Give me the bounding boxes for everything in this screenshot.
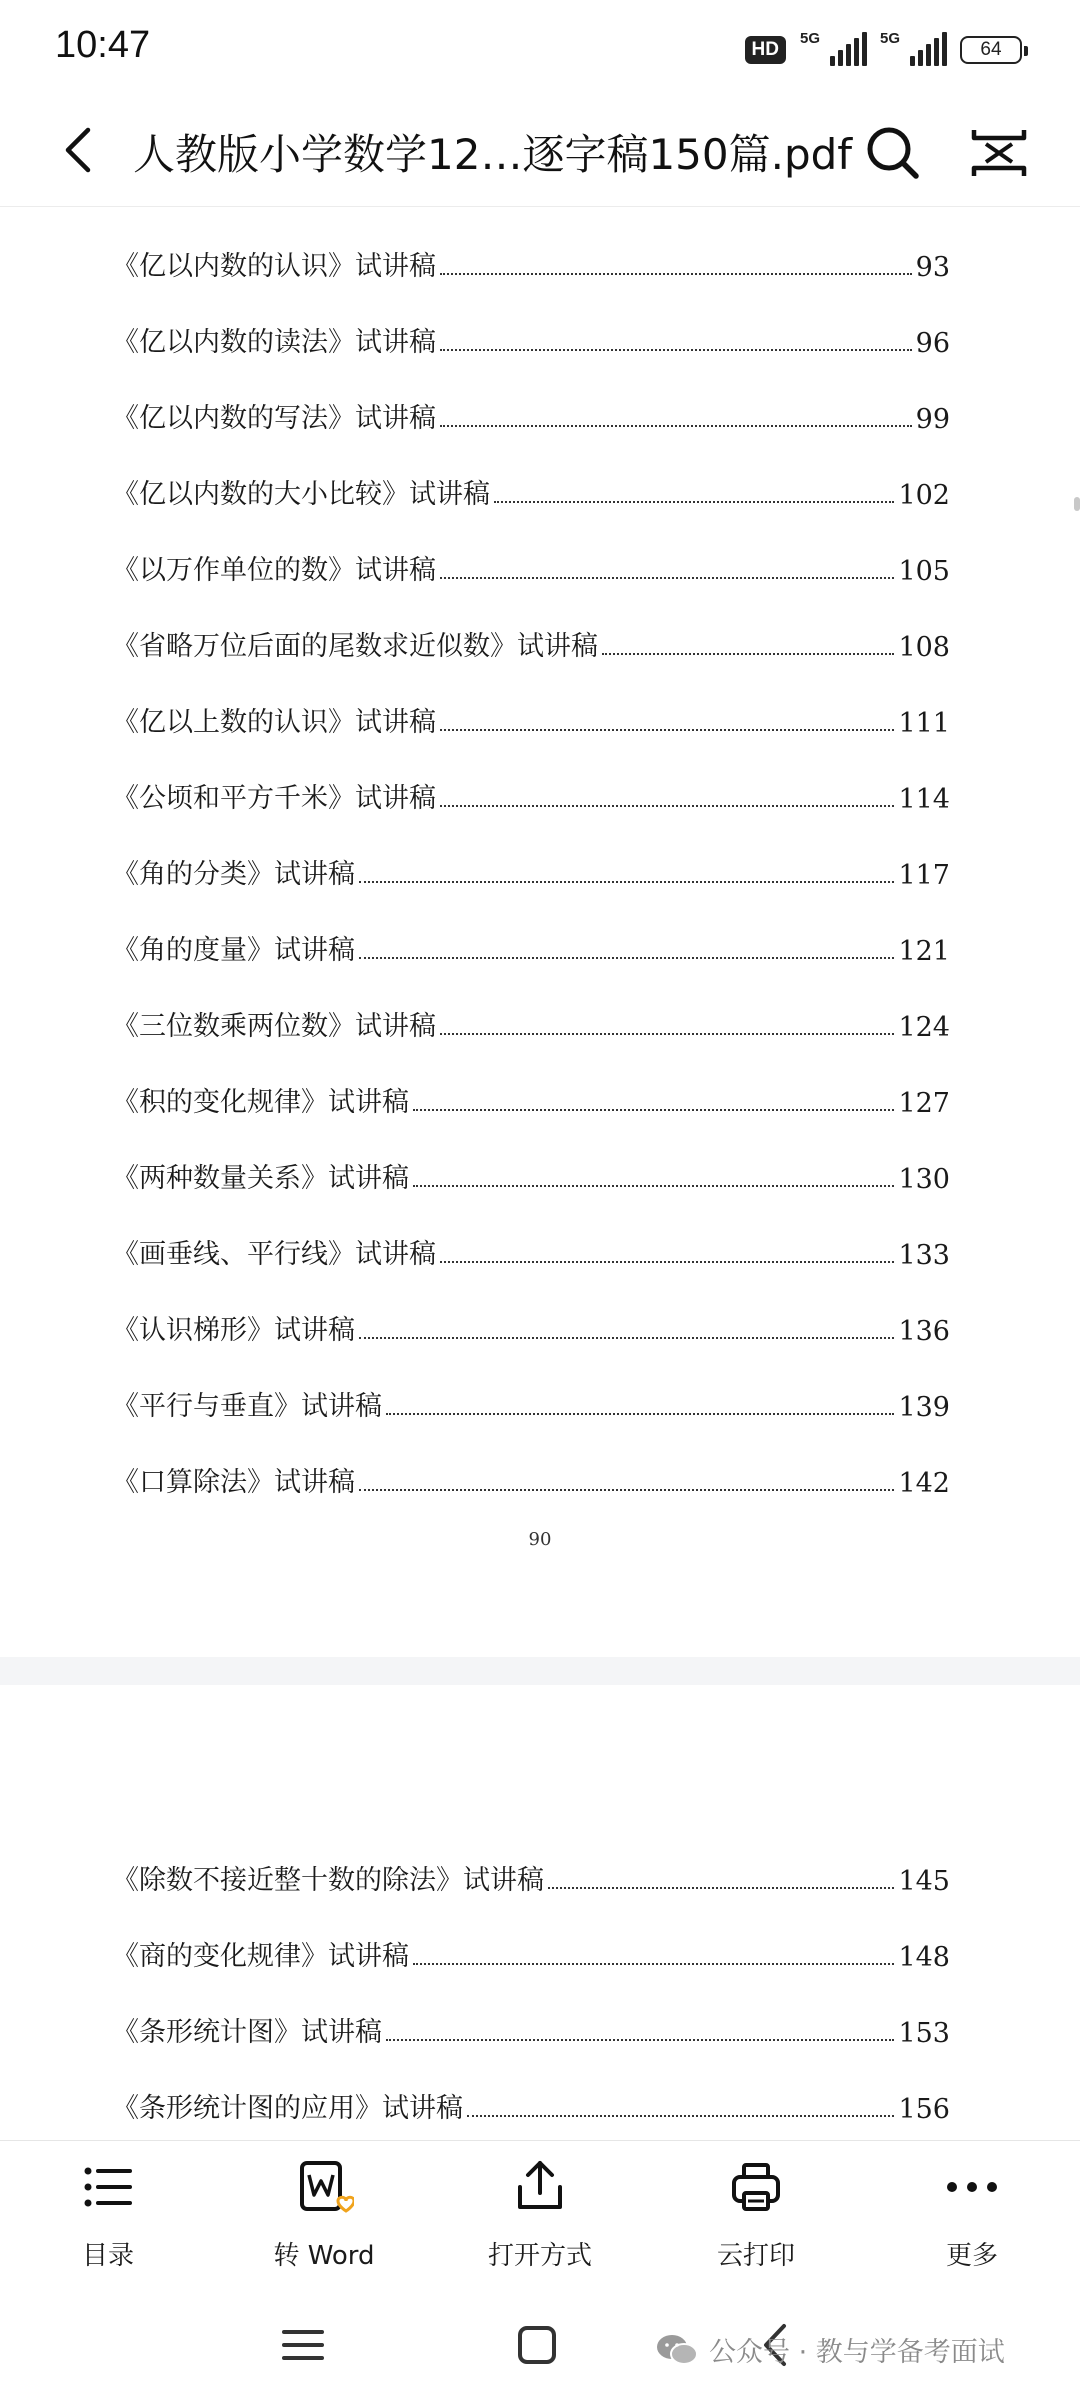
toc-leader bbox=[413, 1185, 894, 1187]
toc-leader bbox=[440, 1261, 894, 1263]
toc-page: 117 bbox=[898, 860, 950, 891]
list-icon bbox=[78, 2157, 138, 2217]
toc-page: 93 bbox=[915, 252, 950, 283]
toc-page: 145 bbox=[898, 1866, 950, 1897]
reading-mode-icon bbox=[968, 122, 1030, 184]
toc-entry[interactable] bbox=[112, 1155, 950, 1195]
toc-page: 121 bbox=[898, 936, 950, 967]
network-label: 5G bbox=[880, 30, 901, 47]
toc-leader bbox=[386, 1413, 894, 1415]
toc-page: 105 bbox=[898, 556, 950, 587]
pdf-viewport[interactable] bbox=[0, 207, 1080, 2140]
reading-mode-button[interactable] bbox=[968, 122, 1030, 184]
toc-entry[interactable] bbox=[112, 1459, 950, 1499]
toc-page: 130 bbox=[898, 1164, 950, 1195]
toc-page: 133 bbox=[898, 1240, 950, 1271]
toolbar-label: 转 Word bbox=[273, 2241, 375, 2271]
toc-title: 《公顷和平方千米》试讲稿 bbox=[112, 783, 436, 814]
search-button[interactable] bbox=[862, 122, 924, 184]
toc-page: 127 bbox=[898, 1088, 950, 1119]
toolbar-label: 云打印 bbox=[716, 2241, 795, 2271]
convert-word-icon bbox=[294, 2157, 354, 2217]
bottom-toolbar bbox=[0, 2140, 1080, 2291]
page-number: 90 bbox=[528, 1529, 552, 1550]
toc-entry[interactable] bbox=[112, 1231, 950, 1271]
status-icons bbox=[745, 30, 1022, 70]
toc-page: 111 bbox=[898, 708, 950, 739]
toc-entry[interactable] bbox=[112, 1003, 950, 1043]
toc-entry[interactable] bbox=[112, 471, 950, 511]
toc-title: 《两种数量关系》试讲稿 bbox=[112, 1163, 409, 1194]
more-button[interactable] bbox=[892, 2157, 1052, 2277]
convert-word-button[interactable] bbox=[244, 2157, 404, 2277]
toc-button[interactable] bbox=[28, 2157, 188, 2277]
toc-title: 《认识梯形》试讲稿 bbox=[112, 1315, 355, 1346]
toc-title: 《条形统计图的应用》试讲稿 bbox=[112, 2093, 463, 2124]
toc-leader bbox=[440, 729, 894, 731]
toc-title: 《口算除法》试讲稿 bbox=[112, 1467, 355, 1498]
toc-title: 《省略万位后面的尾数求近似数》试讲稿 bbox=[112, 631, 598, 662]
toc-leader bbox=[359, 1337, 894, 1339]
toc-leader bbox=[413, 1963, 894, 1965]
toc-entry[interactable] bbox=[112, 243, 950, 283]
search-icon bbox=[862, 122, 924, 184]
toc-entry[interactable] bbox=[112, 395, 950, 435]
page-separator bbox=[0, 1657, 1080, 1685]
share-icon bbox=[510, 2157, 570, 2217]
toc-entry[interactable] bbox=[112, 1307, 950, 1347]
toc-entry[interactable] bbox=[112, 851, 950, 891]
toc-leader bbox=[440, 273, 912, 275]
toc-leader bbox=[386, 2039, 894, 2041]
toc-entry[interactable] bbox=[112, 1857, 950, 1897]
network-label: 5G bbox=[800, 30, 821, 47]
toc-leader bbox=[359, 957, 894, 959]
back-button[interactable] bbox=[52, 120, 112, 180]
toc-leader bbox=[440, 577, 894, 579]
toc-title: 《亿以内数的大小比较》试讲稿 bbox=[112, 479, 490, 510]
toc-entry[interactable] bbox=[112, 623, 950, 663]
printer-icon bbox=[726, 2157, 786, 2217]
toc-title: 《条形统计图》试讲稿 bbox=[112, 2017, 382, 2048]
toc-entry[interactable] bbox=[112, 2085, 950, 2125]
toc-title: 《画垂线、平行线》试讲稿 bbox=[112, 1239, 436, 1270]
toc-page: 139 bbox=[898, 1392, 950, 1423]
toc-entry[interactable] bbox=[112, 775, 950, 815]
toc-leader bbox=[440, 805, 894, 807]
signal-icon bbox=[880, 32, 946, 68]
toc-title: 《亿以内数的读法》试讲稿 bbox=[112, 327, 436, 358]
toc-page: 114 bbox=[898, 784, 950, 815]
toc-page: 156 bbox=[898, 2094, 950, 2125]
toc-title: 《角的度量》试讲稿 bbox=[112, 935, 355, 966]
toc-page: 148 bbox=[898, 1942, 950, 1973]
toc-page: 108 bbox=[898, 632, 950, 663]
battery-level: 64 bbox=[980, 39, 1002, 60]
toc-page: 124 bbox=[898, 1012, 950, 1043]
cloud-print-button[interactable] bbox=[676, 2157, 836, 2277]
toc-title: 《除数不接近整十数的除法》试讲稿 bbox=[112, 1865, 544, 1896]
toc-title: 《积的变化规律》试讲稿 bbox=[112, 1087, 409, 1118]
toc-title: 《三位数乘两位数》试讲稿 bbox=[112, 1011, 436, 1042]
hd-badge: HD bbox=[745, 36, 786, 64]
toc-leader bbox=[440, 349, 912, 351]
toc-leader bbox=[359, 881, 894, 883]
toc-leader bbox=[440, 425, 912, 427]
scrollbar-thumb[interactable] bbox=[1074, 497, 1080, 511]
toc-page: 96 bbox=[915, 328, 950, 359]
toc-entry[interactable] bbox=[112, 1079, 950, 1119]
status-time: 10:47 bbox=[55, 24, 151, 66]
toc-title: 《以万作单位的数》试讲稿 bbox=[112, 555, 436, 586]
open-with-button[interactable] bbox=[460, 2157, 620, 2277]
toolbar-label: 目录 bbox=[81, 2241, 134, 2271]
wechat-icon bbox=[655, 2333, 699, 2367]
watermark-text: 公众号 · 教与学备考面试 bbox=[709, 2337, 1005, 2368]
status-bar bbox=[0, 0, 1080, 100]
chevron-left-icon bbox=[52, 120, 112, 180]
watermark bbox=[655, 2330, 1005, 2369]
toc-page: 136 bbox=[898, 1316, 950, 1347]
toc-leader bbox=[467, 2115, 894, 2117]
toc-title: 《亿以内数的写法》试讲稿 bbox=[112, 403, 436, 434]
toc-entry[interactable] bbox=[112, 1383, 950, 1423]
toc-title: 《亿以内数的认识》试讲稿 bbox=[112, 251, 436, 282]
toc-leader bbox=[602, 653, 894, 655]
toc-entry[interactable] bbox=[112, 2009, 950, 2049]
toc-entry[interactable] bbox=[112, 1933, 950, 1973]
toc-page: 153 bbox=[898, 2018, 950, 2049]
home-icon[interactable] bbox=[512, 2320, 562, 2370]
toc-title: 《商的变化规律》试讲稿 bbox=[112, 1941, 409, 1972]
toc-title: 《角的分类》试讲稿 bbox=[112, 859, 355, 890]
toc-leader bbox=[548, 1887, 894, 1889]
toc-leader bbox=[413, 1109, 894, 1111]
toc-title: 《亿以上数的认识》试讲稿 bbox=[112, 707, 436, 738]
toc-entry[interactable] bbox=[112, 319, 950, 359]
title-bar bbox=[0, 100, 1080, 207]
signal-icon bbox=[800, 32, 866, 68]
menu-icon[interactable] bbox=[278, 2320, 328, 2370]
toc-title: 《平行与垂直》试讲稿 bbox=[112, 1391, 382, 1422]
toc-page: 142 bbox=[898, 1468, 950, 1499]
toc-leader bbox=[359, 1489, 894, 1491]
document-title: 人教版小学数学12…逐字稿150篇.pdf bbox=[133, 130, 853, 179]
toolbar-label: 打开方式 bbox=[487, 2241, 592, 2271]
toc-entry[interactable] bbox=[112, 927, 950, 967]
toolbar-label: 更多 bbox=[945, 2241, 998, 2271]
battery-icon bbox=[960, 36, 1022, 64]
toc-leader bbox=[440, 1033, 894, 1035]
more-icon bbox=[942, 2157, 1002, 2217]
toc-entry[interactable] bbox=[112, 699, 950, 739]
toc-leader bbox=[494, 501, 894, 503]
toc-page: 99 bbox=[915, 404, 950, 435]
toc-entry[interactable] bbox=[112, 547, 950, 587]
toc-page: 102 bbox=[898, 480, 950, 511]
